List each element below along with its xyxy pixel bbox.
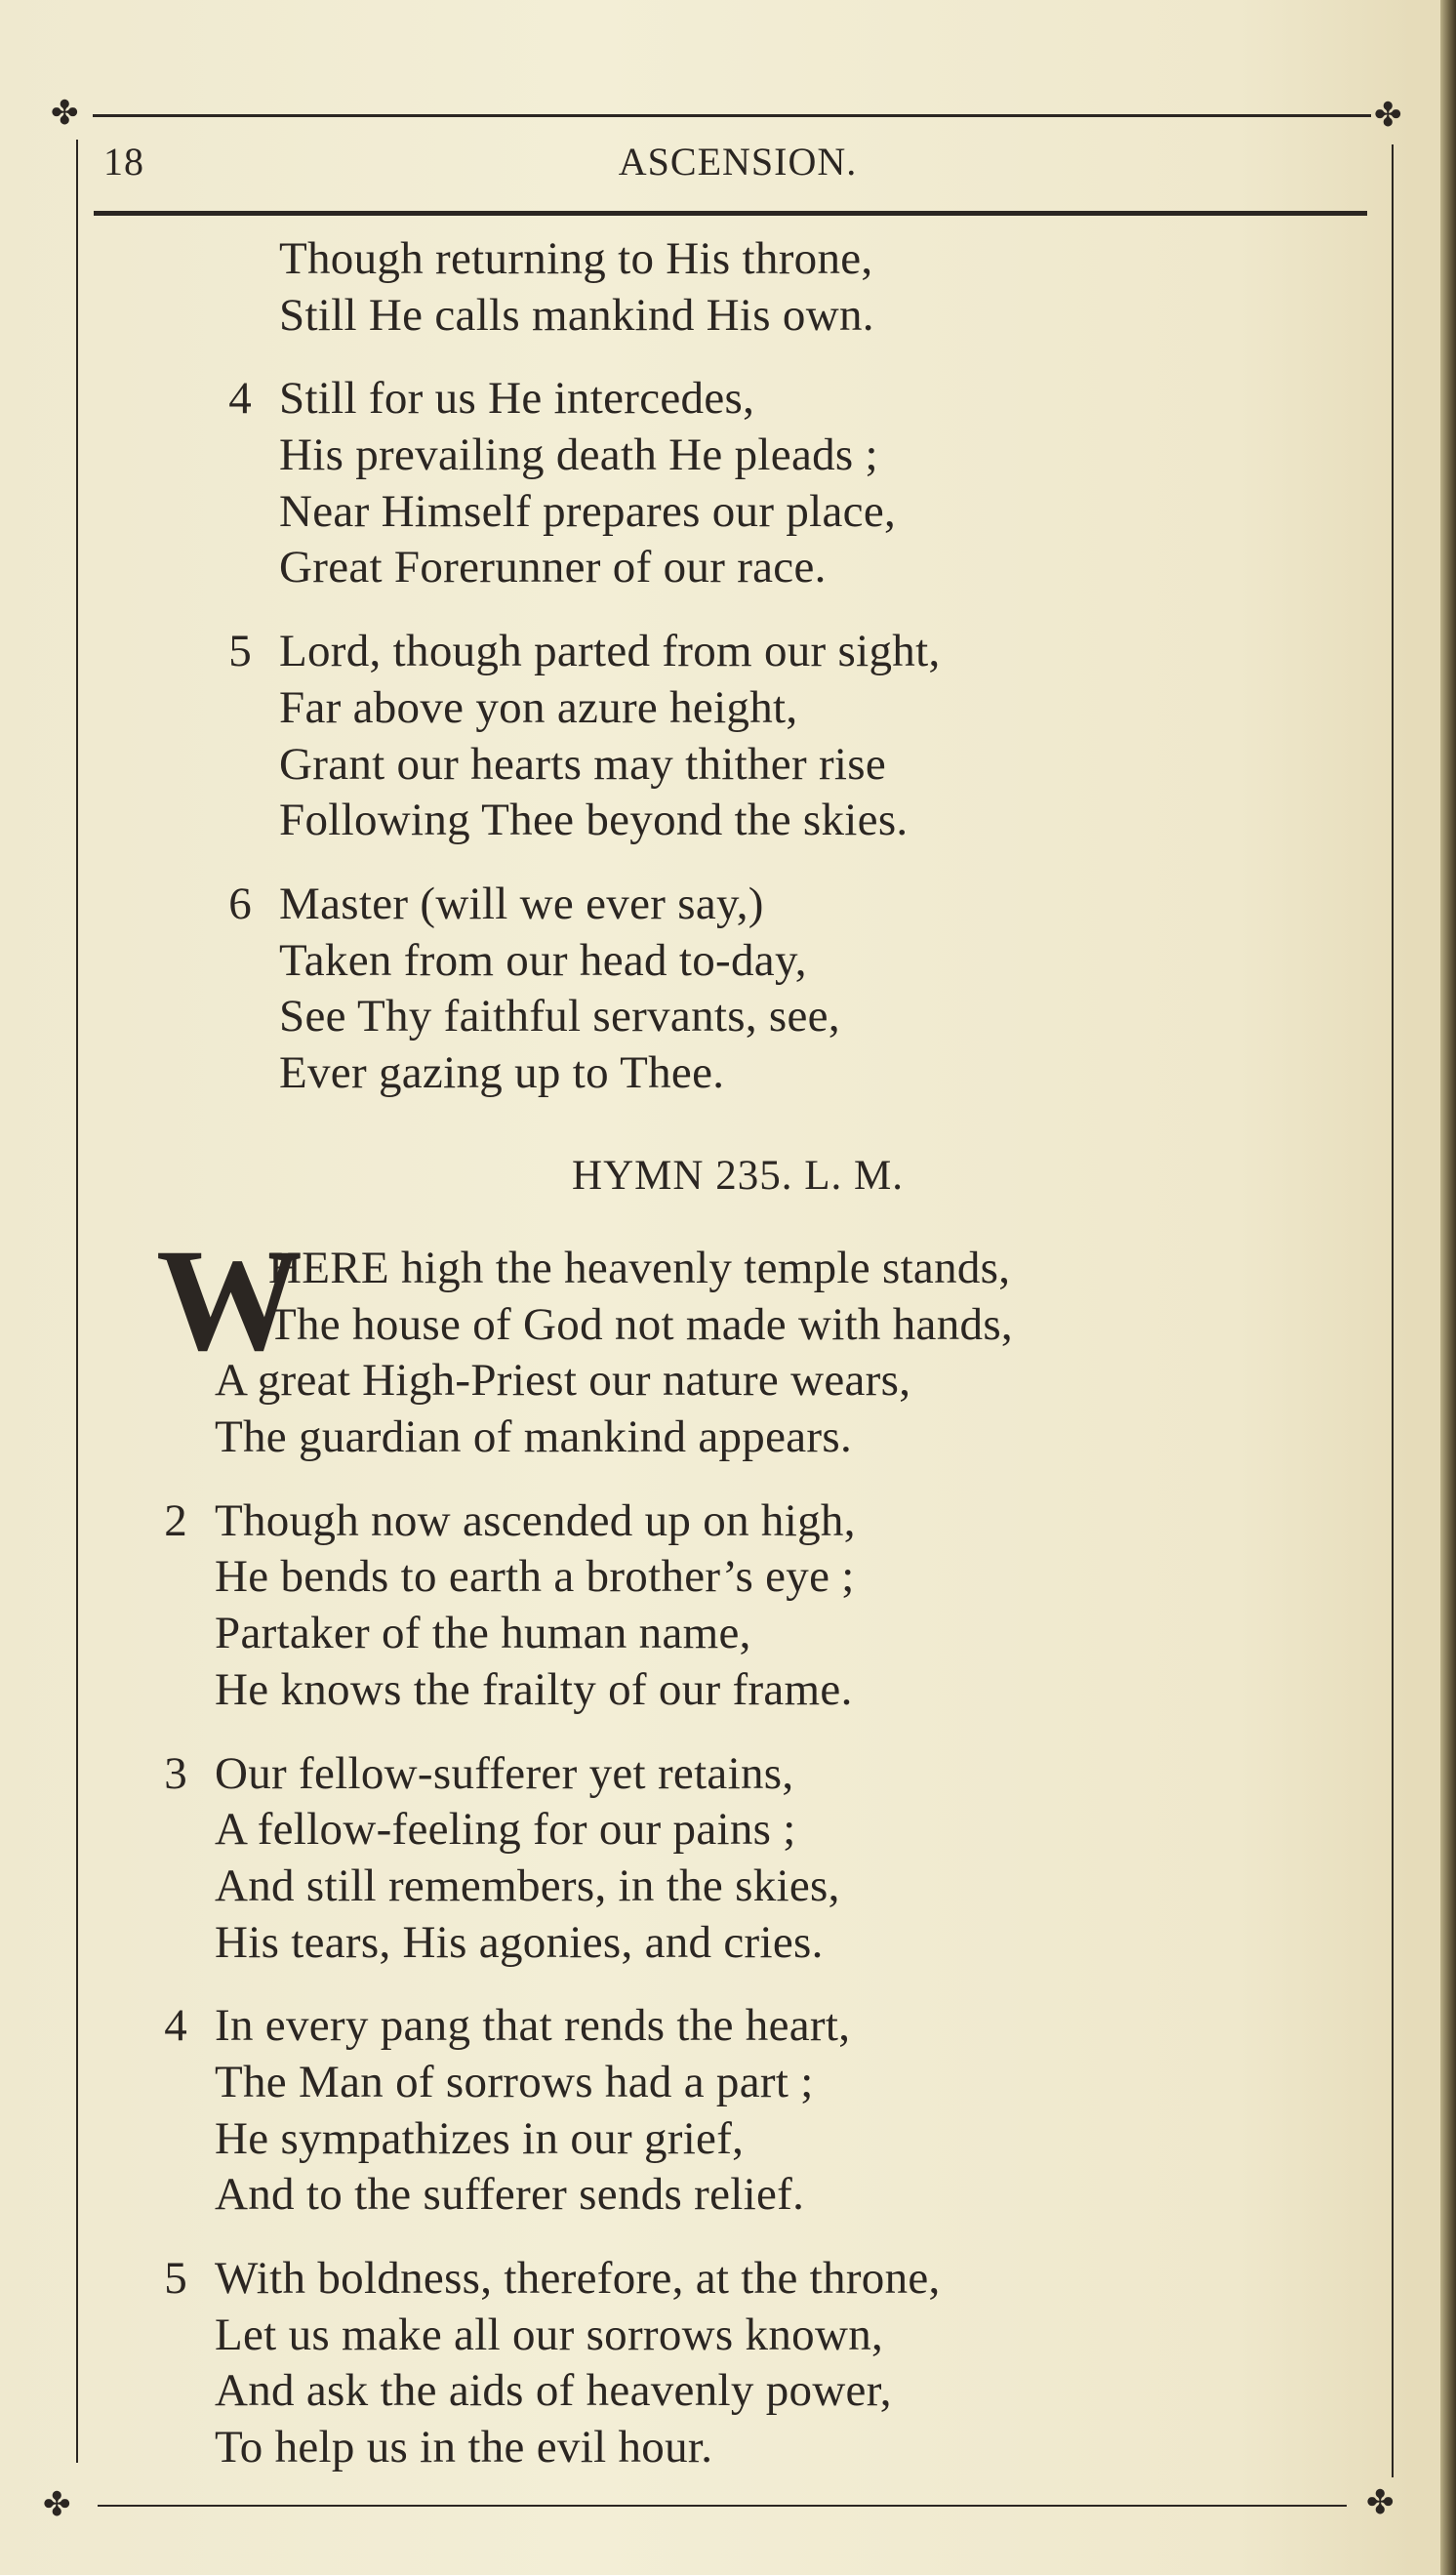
verse-line — [228, 624, 941, 680]
verse-text: Let us make all our sorrows known, — [215, 2309, 884, 2360]
verse-line — [215, 1241, 1013, 1297]
verse-text: Great Forerunner of our race. — [279, 542, 827, 593]
verse-text: Still He calls mankind His own. — [279, 289, 874, 341]
verse-text: Our fellow-sufferer yet retains, — [215, 1747, 794, 1799]
verse-text: Ever gazing up to Thee. — [279, 1046, 725, 1098]
verse-line — [215, 2363, 1013, 2420]
verse-text: Grant our hearts may thither rise — [279, 738, 887, 790]
verse-text: Though now ascended up on high, — [215, 1494, 856, 1546]
verse-text: With boldness, therefore, at the throne, — [215, 2253, 941, 2304]
verse-line — [215, 2420, 1013, 2476]
verse-text: HERE high the heavenly temple stands, — [268, 1243, 1011, 1293]
verse-line — [164, 2251, 1013, 2308]
stanza — [279, 231, 941, 344]
verse-text: A fellow-feeling for our pains ; — [215, 1804, 796, 1856]
verse-line — [215, 2111, 1013, 2168]
verse-text: Partaker of the human name, — [215, 1608, 751, 1659]
verse-line — [215, 1549, 1013, 1606]
verse-line — [215, 1802, 1013, 1859]
verse-text: The house of God not made with hands, — [268, 1298, 1013, 1350]
verse-text: And still remembers, in the skies, — [215, 1860, 840, 1911]
ornament-bottom-right-icon: ✤ — [1366, 2485, 1395, 2521]
ornament-top-left-icon: ✤ — [51, 96, 79, 132]
verse-text: His prevailing death He pleads ; — [279, 429, 878, 481]
verse-line — [279, 288, 941, 345]
verse-text: Though returning to His throne, — [279, 233, 873, 284]
verse-text: Master (will we ever say,) — [279, 878, 764, 929]
stanza — [164, 2251, 1013, 2476]
verse-line — [279, 1045, 941, 1102]
verse-line — [279, 793, 941, 849]
verse-text: To help us in the evil hour. — [215, 2422, 713, 2473]
verse-line — [279, 989, 941, 1045]
top-rule — [93, 114, 1371, 117]
stanza — [164, 1998, 1013, 2224]
verse-text: See Thy faithful servants, see, — [279, 991, 840, 1042]
verse-line — [279, 680, 941, 737]
verse-text: Near Himself prepares our place, — [279, 485, 897, 537]
stanza-number: 2 — [164, 1494, 187, 1546]
verse-line — [215, 2055, 1013, 2111]
stanza — [228, 371, 941, 596]
verse-line — [279, 231, 941, 288]
stanza — [164, 1746, 1013, 1972]
verse-text: The guardian of mankind appears. — [215, 1411, 853, 1463]
stanza-number: 5 — [164, 2253, 187, 2304]
stanza-number: 6 — [228, 878, 252, 929]
continued-hymn — [228, 231, 941, 1129]
verse-text: He bends to earth a brother’s eye ; — [215, 1551, 855, 1603]
right-border-line — [1392, 144, 1394, 2477]
verse-line — [228, 371, 941, 428]
stanza-number: 3 — [164, 1747, 187, 1799]
page-number: 18 — [103, 140, 144, 184]
verse-line — [215, 2167, 1013, 2224]
stanza — [215, 1241, 1013, 1466]
verse-text: Still for us He intercedes, — [279, 373, 755, 425]
verse-line — [279, 484, 941, 541]
book-binding-edge — [1440, 0, 1456, 2575]
left-border-line — [76, 140, 78, 2463]
verse-text: And to the sufferer sends relief. — [215, 2169, 805, 2221]
verse-line — [215, 1410, 1013, 1466]
stanza — [164, 1493, 1013, 1719]
verse-line — [215, 1606, 1013, 1662]
hymn-title: HYMN 235. L. M. — [572, 1153, 904, 1199]
verse-line — [215, 1662, 1013, 1719]
verse-line — [279, 737, 941, 794]
verse-text: In every pang that rends the heart, — [215, 2000, 851, 2052]
verse-line — [215, 1353, 1013, 1410]
verse-text: He knows the frailty of our frame. — [215, 1663, 853, 1715]
verse-text: Taken from our head to-day, — [279, 934, 807, 986]
verse-text: Following Thee beyond the skies. — [279, 795, 909, 846]
verse-line — [228, 877, 941, 933]
header-rule — [94, 211, 1367, 216]
verse-text: Far above yon azure height, — [279, 681, 798, 733]
drop-cap: W — [156, 1219, 303, 1381]
stanza — [228, 877, 941, 1102]
stanza — [228, 624, 941, 849]
verse-line — [215, 1859, 1013, 1915]
running-title: ASCENSION. — [618, 140, 858, 184]
verse-line — [164, 1493, 1013, 1550]
verse-line — [164, 1746, 1013, 1803]
verse-line — [215, 1915, 1013, 1972]
verse-line — [215, 1297, 1013, 1354]
verse-text: Lord, though parted from our sight, — [279, 626, 941, 677]
verse-line — [279, 540, 941, 596]
verse-text: A great High-Priest our nature wears, — [215, 1355, 911, 1407]
stanza-number: 4 — [164, 2000, 187, 2052]
verse-text: And ask the aids of heavenly power, — [215, 2365, 892, 2417]
hymn-235 — [164, 1241, 1013, 2504]
ornament-bottom-left-icon: ✤ — [43, 2487, 71, 2523]
verse-line — [279, 428, 941, 484]
stanza-number: 5 — [228, 626, 252, 677]
verse-line — [279, 933, 941, 990]
stanza-number: 4 — [228, 373, 252, 425]
verse-line — [215, 2308, 1013, 2364]
verse-text: He sympathizes in our grief, — [215, 2112, 745, 2164]
bottom-rule — [98, 2505, 1347, 2507]
verse-text: The Man of sorrows had a part ; — [215, 2056, 814, 2107]
ornament-top-right-icon: ✤ — [1374, 98, 1402, 134]
verse-line — [164, 1998, 1013, 2055]
verse-text: His tears, His agonies, and cries. — [215, 1916, 824, 1968]
